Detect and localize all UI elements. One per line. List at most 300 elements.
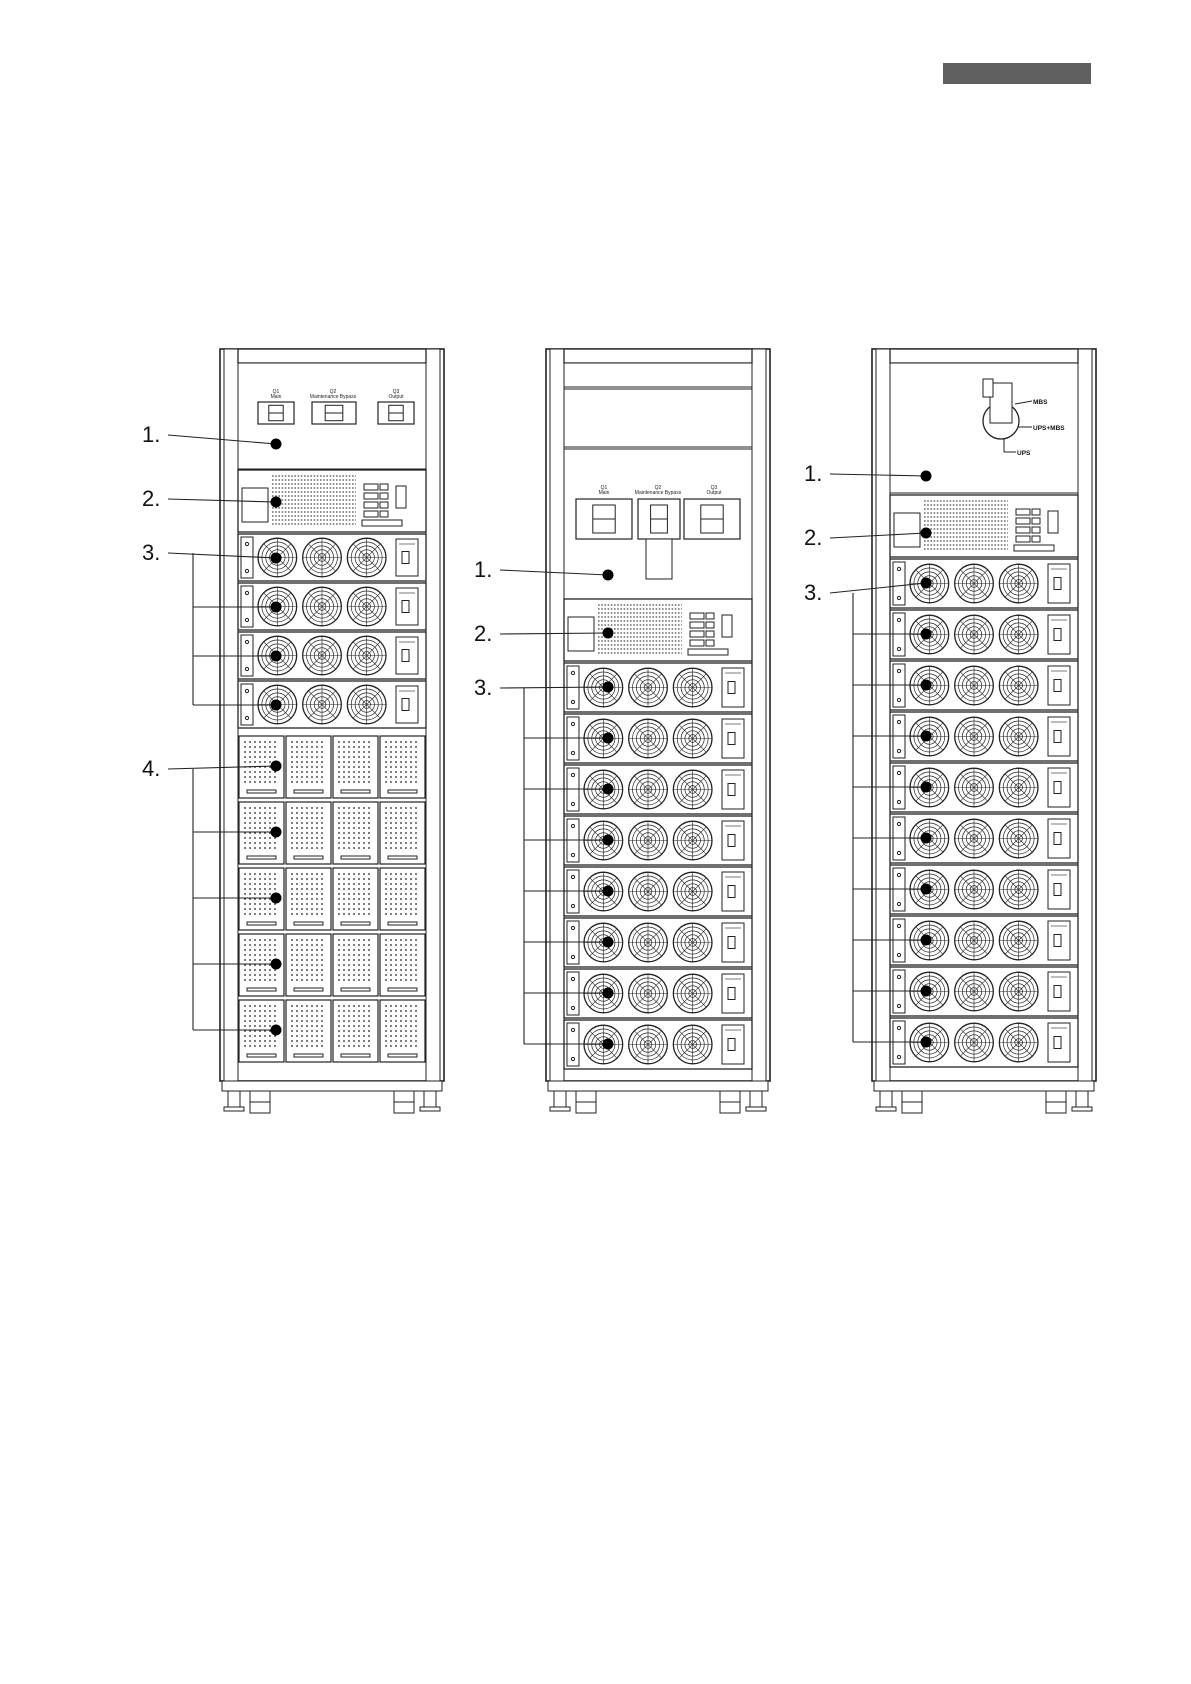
module-status-led	[728, 784, 735, 796]
battery-vent-hole	[301, 847, 303, 849]
battery-vent-hole	[390, 1040, 392, 1042]
battery-vent-hole	[316, 1030, 318, 1032]
battery-vent-hole	[400, 1045, 402, 1047]
battery-vent-hole	[254, 903, 256, 905]
battery-vent-hole	[363, 1045, 365, 1047]
battery-vent-hole	[269, 1045, 271, 1047]
battery-vent-hole	[410, 873, 412, 875]
battery-vent-hole	[301, 766, 303, 768]
battery-vent-hole	[321, 842, 323, 844]
battery-vent-hole	[343, 913, 345, 915]
battery-vent-hole	[306, 1015, 308, 1017]
battery-vent-hole	[405, 827, 407, 829]
battery-vent-hole	[410, 837, 412, 839]
selector-mount	[983, 379, 993, 397]
battery-vent-hole	[296, 746, 298, 748]
battery-vent-hole	[321, 944, 323, 946]
battery-vent-hole	[358, 949, 360, 951]
battery-vent-hole	[390, 878, 392, 880]
fan-grille	[673, 770, 712, 809]
battery-vent-hole	[274, 822, 276, 824]
battery-vent-hole	[311, 913, 313, 915]
battery-vent-hole	[343, 771, 345, 773]
battery-vent-hole	[254, 776, 256, 778]
battery-vent-hole	[301, 1025, 303, 1027]
battery-vent-hole	[269, 873, 271, 875]
battery-vent-hole	[415, 842, 417, 844]
control-button	[1016, 527, 1030, 533]
battery-vent-hole	[316, 761, 318, 763]
battery-vent-hole	[296, 741, 298, 743]
battery-vent-hole	[259, 1025, 261, 1027]
battery-vent-hole	[301, 1005, 303, 1007]
battery-vent-hole	[410, 903, 412, 905]
control-button	[364, 484, 378, 490]
battery-vent-hole	[363, 766, 365, 768]
callout-dot	[603, 835, 614, 846]
battery-vent-hole	[353, 1005, 355, 1007]
battery-vent-hole	[353, 1035, 355, 1037]
battery-vent-hole	[291, 974, 293, 976]
battery-vent-hole	[244, 1035, 246, 1037]
fan-grille	[955, 921, 994, 960]
battery-vent-hole	[410, 949, 412, 951]
battery-vent-hole	[358, 1045, 360, 1047]
control-indicator	[380, 502, 388, 508]
battery-vent-hole	[321, 1005, 323, 1007]
battery-vent-hole	[415, 812, 417, 814]
battery-vent-hole	[405, 898, 407, 900]
module-handle-left	[241, 537, 253, 578]
fan-grille	[629, 770, 668, 809]
battery-vent-hole	[269, 878, 271, 880]
callout-dot	[921, 986, 932, 997]
battery-vent-hole	[306, 761, 308, 763]
battery-vent-hole	[415, 1020, 417, 1022]
battery-vent-hole	[343, 1025, 345, 1027]
battery-vent-hole	[321, 751, 323, 753]
battery-vent-hole	[353, 827, 355, 829]
battery-vent-hole	[254, 741, 256, 743]
battery-vent-hole	[348, 1030, 350, 1032]
battery-vent-hole	[269, 1020, 271, 1022]
leveling-foot	[228, 1091, 240, 1107]
battery-vent-hole	[368, 781, 370, 783]
battery-vent-hole	[311, 832, 313, 834]
battery-vent-hole	[301, 893, 303, 895]
battery-vent-hole	[353, 812, 355, 814]
control-indicator	[1032, 518, 1040, 524]
battery-vent-hole	[269, 1015, 271, 1017]
battery-vent-hole	[343, 949, 345, 951]
battery-vent-hole	[321, 959, 323, 961]
battery-vent-hole	[259, 903, 261, 905]
breaker-q1	[258, 402, 294, 424]
callout-dot	[921, 731, 932, 742]
battery-vent-hole	[291, 832, 293, 834]
battery-vent-hole	[415, 888, 417, 890]
callout-label: 3.	[804, 580, 823, 605]
battery-vent-hole	[291, 837, 293, 839]
battery-vent-hole	[274, 939, 276, 941]
battery-vent-hole	[395, 1025, 397, 1027]
battery-vent-hole	[311, 979, 313, 981]
battery-vent-hole	[368, 837, 370, 839]
battery-vent-hole	[415, 837, 417, 839]
battery-vent-hole	[390, 746, 392, 748]
callout-dot	[921, 629, 932, 640]
battery-vent-hole	[296, 979, 298, 981]
fan-grille	[999, 666, 1038, 705]
battery-vent-hole	[348, 751, 350, 753]
battery-vent-hole	[348, 969, 350, 971]
battery-vent-hole	[259, 878, 261, 880]
battery-vent-hole	[390, 1005, 392, 1007]
battery-vent-hole	[311, 1040, 313, 1042]
bypass-module-handle	[894, 513, 920, 547]
battery-handle	[294, 922, 323, 925]
battery-vent-hole	[410, 776, 412, 778]
battery-vent-hole	[410, 842, 412, 844]
battery-vent-hole	[395, 959, 397, 961]
battery-vent-hole	[296, 1015, 298, 1017]
module-status-led	[402, 601, 409, 613]
battery-vent-hole	[269, 939, 271, 941]
battery-vent-hole	[410, 761, 412, 763]
battery-vent-hole	[269, 817, 271, 819]
battery-vent-hole	[338, 817, 340, 819]
battery-vent-hole	[405, 776, 407, 778]
battery-vent-hole	[269, 827, 271, 829]
battery-vent-hole	[358, 776, 360, 778]
callout-dot	[921, 471, 932, 482]
breaker-q1	[576, 499, 632, 539]
battery-vent-hole	[254, 756, 256, 758]
battery-vent-hole	[415, 908, 417, 910]
battery-vent-hole	[405, 807, 407, 809]
battery-vent-hole	[353, 898, 355, 900]
battery-vent-hole	[410, 913, 412, 915]
battery-vent-hole	[385, 1045, 387, 1047]
battery-vent-hole	[269, 771, 271, 773]
battery-vent-hole	[390, 939, 392, 941]
battery-handle	[247, 922, 276, 925]
fan-grille	[629, 923, 668, 962]
battery-vent-hole	[306, 1040, 308, 1042]
battery-vent-hole	[385, 903, 387, 905]
battery-vent-hole	[353, 903, 355, 905]
battery-vent-hole	[358, 817, 360, 819]
battery-vent-hole	[269, 822, 271, 824]
battery-vent-hole	[301, 822, 303, 824]
battery-vent-hole	[259, 842, 261, 844]
cabinet-middle	[474, 349, 770, 1113]
battery-vent-hole	[395, 1040, 397, 1042]
battery-vent-hole	[390, 837, 392, 839]
module-status-led	[1054, 629, 1061, 641]
callout-label: 1.	[142, 422, 161, 447]
battery-vent-hole	[301, 837, 303, 839]
battery-vent-hole	[400, 1035, 402, 1037]
battery-vent-hole	[321, 847, 323, 849]
battery-vent-hole	[410, 1020, 412, 1022]
battery-vent-hole	[368, 878, 370, 880]
battery-vent-hole	[400, 1020, 402, 1022]
battery-vent-hole	[311, 1035, 313, 1037]
battery-vent-hole	[274, 949, 276, 951]
battery-vent-hole	[306, 756, 308, 758]
battery-vent-hole	[296, 776, 298, 778]
battery-vent-hole	[368, 908, 370, 910]
battery-vent-hole	[254, 979, 256, 981]
battery-vent-hole	[343, 766, 345, 768]
battery-vent-hole	[264, 756, 266, 758]
battery-vent-hole	[264, 979, 266, 981]
battery-vent-hole	[249, 822, 251, 824]
battery-vent-hole	[385, 766, 387, 768]
battery-vent-hole	[301, 964, 303, 966]
battery-vent-hole	[301, 1030, 303, 1032]
battery-drawer	[380, 736, 425, 798]
battery-vent-hole	[390, 964, 392, 966]
battery-vent-hole	[306, 1025, 308, 1027]
battery-vent-hole	[410, 883, 412, 885]
battery-vent-hole	[343, 807, 345, 809]
battery-vent-hole	[321, 1030, 323, 1032]
battery-vent-hole	[311, 908, 313, 910]
battery-vent-hole	[410, 817, 412, 819]
battery-vent-hole	[264, 817, 266, 819]
callout-dot	[271, 761, 282, 772]
battery-vent-hole	[410, 741, 412, 743]
battery-vent-hole	[410, 1045, 412, 1047]
battery-vent-hole	[274, 812, 276, 814]
battery-vent-hole	[296, 761, 298, 763]
battery-vent-hole	[296, 893, 298, 895]
module-status-led	[728, 733, 735, 745]
battery-vent-hole	[358, 1030, 360, 1032]
battery-vent-hole	[385, 1015, 387, 1017]
battery-vent-hole	[410, 954, 412, 956]
battery-vent-hole	[291, 751, 293, 753]
battery-vent-hole	[254, 847, 256, 849]
battery-vent-hole	[296, 873, 298, 875]
battery-vent-hole	[410, 888, 412, 890]
battery-vent-hole	[269, 1010, 271, 1012]
battery-drawer	[380, 802, 425, 864]
battery-vent-hole	[343, 746, 345, 748]
battery-vent-hole	[363, 776, 365, 778]
switch-sublabel: Maintenance Bypass	[634, 490, 682, 496]
battery-vent-hole	[321, 913, 323, 915]
battery-vent-hole	[348, 832, 350, 834]
battery-vent-hole	[291, 746, 293, 748]
battery-vent-hole	[400, 878, 402, 880]
battery-vent-hole	[390, 898, 392, 900]
battery-vent-hole	[353, 771, 355, 773]
battery-vent-hole	[316, 974, 318, 976]
battery-vent-hole	[244, 888, 246, 890]
cabinet-side-right	[1078, 349, 1092, 1081]
battery-vent-hole	[291, 847, 293, 849]
battery-vent-hole	[385, 832, 387, 834]
battery-vent-hole	[316, 1045, 318, 1047]
battery-vent-hole	[395, 751, 397, 753]
battery-vent-hole	[269, 908, 271, 910]
battery-vent-hole	[291, 913, 293, 915]
battery-vent-hole	[385, 969, 387, 971]
module-status-led	[1054, 833, 1061, 845]
battery-vent-hole	[321, 756, 323, 758]
battery-vent-hole	[353, 1030, 355, 1032]
battery-handle	[388, 1054, 417, 1057]
battery-vent-hole	[338, 812, 340, 814]
battery-vent-hole	[264, 827, 266, 829]
battery-vent-hole	[291, 761, 293, 763]
battery-vent-hole	[400, 832, 402, 834]
battery-vent-hole	[259, 781, 261, 783]
battery-vent-hole	[395, 807, 397, 809]
battery-vent-hole	[249, 1045, 251, 1047]
control-indicator	[1032, 527, 1040, 533]
battery-vent-hole	[311, 888, 313, 890]
battery-vent-hole	[353, 761, 355, 763]
fan-grille	[347, 538, 386, 577]
bypass-module	[564, 599, 752, 661]
battery-vent-hole	[400, 751, 402, 753]
battery-vent-hole	[249, 979, 251, 981]
battery-vent-hole	[390, 1015, 392, 1017]
cabinet-top-cap	[890, 349, 1078, 363]
battery-vent-hole	[249, 1005, 251, 1007]
battery-vent-hole	[274, 883, 276, 885]
battery-vent-hole	[249, 873, 251, 875]
battery-vent-hole	[395, 756, 397, 758]
battery-vent-hole	[405, 949, 407, 951]
battery-vent-hole	[363, 781, 365, 783]
battery-vent-hole	[291, 1035, 293, 1037]
battery-vent-hole	[390, 974, 392, 976]
battery-vent-hole	[321, 1045, 323, 1047]
display-window	[722, 615, 732, 637]
battery-vent-hole	[316, 766, 318, 768]
battery-vent-hole	[338, 766, 340, 768]
battery-vent-hole	[348, 1010, 350, 1012]
battery-vent-hole	[269, 812, 271, 814]
battery-vent-hole	[274, 1020, 276, 1022]
battery-vent-hole	[321, 1010, 323, 1012]
battery-vent-hole	[301, 842, 303, 844]
fan-grille	[955, 972, 994, 1011]
battery-vent-hole	[259, 944, 261, 946]
battery-vent-hole	[259, 741, 261, 743]
battery-vent-hole	[390, 1025, 392, 1027]
battery-vent-hole	[385, 949, 387, 951]
battery-vent-hole	[348, 883, 350, 885]
battery-vent-hole	[338, 781, 340, 783]
fan-grille	[673, 872, 712, 911]
fan-grille	[303, 636, 342, 675]
battery-vent-hole	[353, 1015, 355, 1017]
battery-vent-hole	[395, 888, 397, 890]
battery-vent-hole	[368, 776, 370, 778]
battery-vent-hole	[269, 1040, 271, 1042]
battery-vent-hole	[316, 939, 318, 941]
battery-vent-hole	[296, 817, 298, 819]
comm-ports	[688, 649, 728, 655]
battery-vent-hole	[395, 1020, 397, 1022]
battery-vent-hole	[343, 964, 345, 966]
battery-vent-hole	[244, 827, 246, 829]
battery-vent-hole	[321, 771, 323, 773]
battery-vent-hole	[338, 979, 340, 981]
battery-vent-hole	[410, 1025, 412, 1027]
fan-grille	[999, 564, 1038, 603]
battery-vent-hole	[348, 812, 350, 814]
battery-vent-hole	[306, 1035, 308, 1037]
control-button	[1016, 536, 1030, 542]
battery-vent-hole	[291, 822, 293, 824]
battery-vent-hole	[311, 822, 313, 824]
battery-vent-hole	[415, 807, 417, 809]
battery-vent-hole	[395, 944, 397, 946]
battery-vent-hole	[244, 949, 246, 951]
battery-vent-hole	[291, 939, 293, 941]
breaker-q2-extension	[646, 539, 672, 579]
battery-vent-hole	[264, 1020, 266, 1022]
battery-vent-hole	[363, 771, 365, 773]
battery-vent-hole	[343, 898, 345, 900]
battery-vent-hole	[338, 949, 340, 951]
battery-vent-hole	[244, 959, 246, 961]
battery-vent-hole	[306, 776, 308, 778]
battery-vent-hole	[301, 741, 303, 743]
battery-vent-hole	[353, 908, 355, 910]
battery-drawer	[333, 802, 378, 864]
battery-drawer	[333, 736, 378, 798]
battery-vent-hole	[321, 964, 323, 966]
battery-vent-hole	[321, 898, 323, 900]
battery-vent-hole	[311, 898, 313, 900]
battery-vent-hole	[385, 761, 387, 763]
battery-vent-hole	[385, 979, 387, 981]
battery-vent-hole	[244, 908, 246, 910]
battery-vent-hole	[306, 939, 308, 941]
battery-vent-hole	[368, 969, 370, 971]
battery-vent-hole	[254, 1045, 256, 1047]
battery-vent-hole	[274, 807, 276, 809]
battery-vent-hole	[358, 847, 360, 849]
battery-vent-hole	[311, 1005, 313, 1007]
fan-grille	[999, 870, 1038, 909]
battery-vent-hole	[353, 1020, 355, 1022]
battery-vent-hole	[353, 817, 355, 819]
battery-vent-hole	[274, 817, 276, 819]
battery-vent-hole	[269, 807, 271, 809]
battery-drawer	[333, 934, 378, 996]
battery-vent-hole	[390, 1020, 392, 1022]
battery-vent-hole	[415, 873, 417, 875]
battery-vent-hole	[385, 873, 387, 875]
battery-vent-hole	[338, 959, 340, 961]
battery-vent-hole	[249, 807, 251, 809]
display-window	[1048, 511, 1058, 533]
battery-vent-hole	[348, 944, 350, 946]
battery-vent-hole	[390, 842, 392, 844]
battery-vent-hole	[415, 751, 417, 753]
battery-vent-hole	[264, 949, 266, 951]
battery-vent-hole	[353, 1010, 355, 1012]
